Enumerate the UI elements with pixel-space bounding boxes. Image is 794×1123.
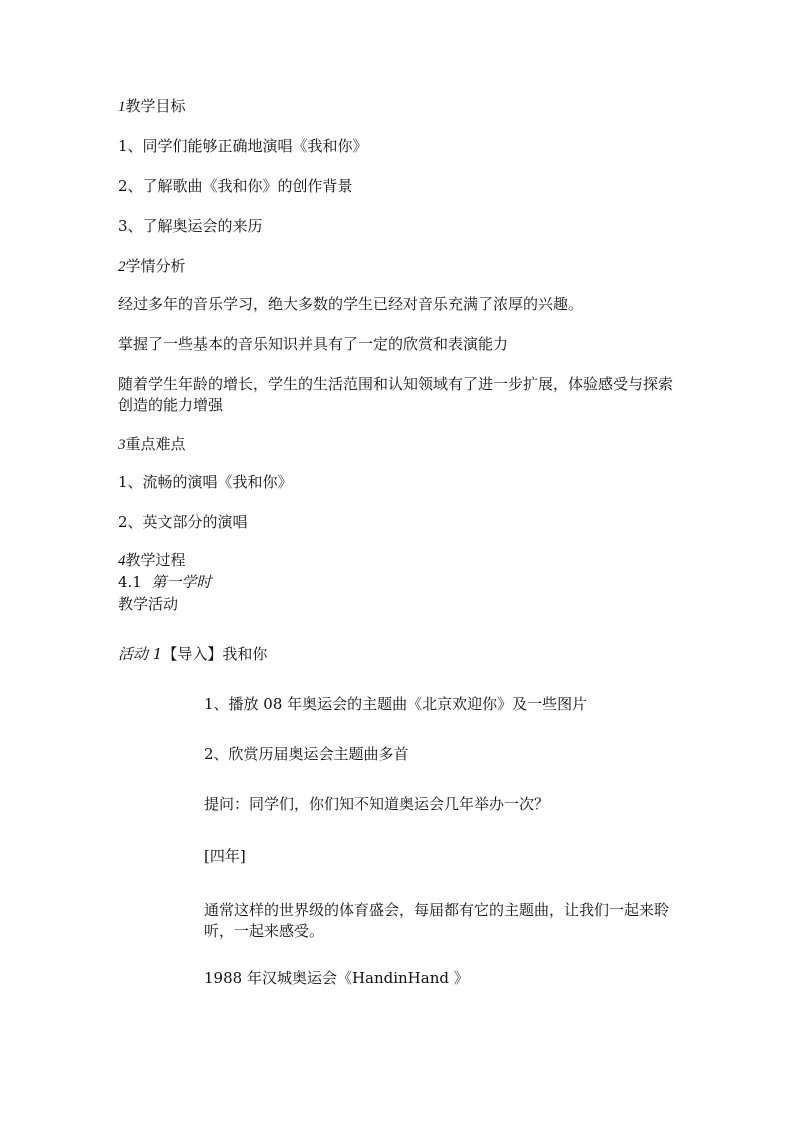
section-heading-goal	[118, 96, 186, 118]
activity-title: 我和你	[222, 645, 268, 663]
activities-label: 教学活动	[118, 595, 179, 613]
section-title: 教学目标	[125, 97, 186, 115]
analysis-paragraph: 随着学生年龄的增长，学生的生活范围和认知领域有了进一步扩展，体验感受与探索创造的能力增强	[118, 375, 674, 414]
lesson-number: 4.1	[118, 573, 142, 591]
activity-heading	[118, 644, 267, 665]
section-title: 学情分析	[125, 257, 186, 275]
activity-tag: 【导入】	[162, 645, 223, 663]
section-heading-analysis	[118, 256, 186, 278]
section-number: 3	[118, 437, 126, 453]
section-number: 2	[118, 259, 126, 275]
section-number: 4	[118, 553, 126, 569]
analysis-paragraph: 经过多年的音乐学习，绝大多数的学生已经对音乐充满了浓厚的兴趣。	[118, 295, 584, 313]
section-heading-process	[118, 550, 186, 572]
goal-item: 1、同学们能够正确地演唱《我和你》	[118, 137, 368, 155]
activity-question: 提问：同学们，你们知不知道奥运会几年举办一次？	[204, 795, 550, 813]
keypoint-item: 2、英文部分的演唱	[118, 513, 248, 531]
goal-item: 3、了解奥运会的来历	[118, 217, 263, 235]
section-title: 教学过程	[125, 551, 186, 569]
analysis-paragraph: 掌握了一些基本的音乐知识并具有了一定的欣赏和表演能力	[118, 335, 509, 353]
lesson-heading	[118, 572, 211, 593]
activity-prefix: 活动 1	[118, 645, 163, 663]
section-number: 1	[118, 99, 126, 115]
activity-paragraph: 通常这样的世界级的体育盛会，每届都有它的主题曲，让我们一起来聆听，一起来感受。	[204, 901, 670, 940]
keypoint-item: 1、流畅的演唱《我和你》	[118, 473, 293, 491]
activity-item: 1988 年汉城奥运会《HandinHand 》	[204, 969, 469, 987]
activity-item: 2、欣赏历届奥运会主题曲多首	[204, 745, 409, 763]
section-heading-keypoints	[118, 434, 186, 456]
goal-item: 2、了解歌曲《我和你》的创作背景	[118, 177, 353, 195]
section-title: 重点难点	[125, 435, 186, 453]
activity-answer: [四年]	[204, 847, 246, 865]
activity-item: 1、播放 08 年奥运会的主题曲《北京欢迎你》及一些图片	[204, 695, 588, 713]
lesson-title: 第一学时	[151, 573, 212, 591]
